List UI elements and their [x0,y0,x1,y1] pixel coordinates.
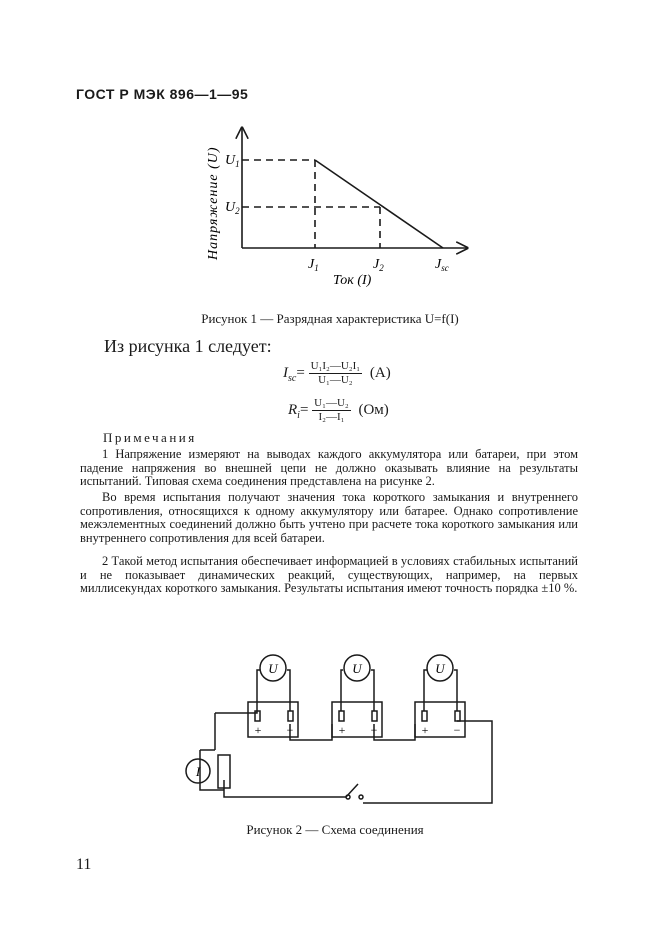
discharge-line [315,160,443,248]
battery-2-minus: − [370,723,378,737]
u2-label: $U_2$ [225,200,240,216]
u1-label: $U_1$ [225,153,240,169]
battery-2-plus: + [338,723,346,737]
isc-numerator: U₁I₂—U₂I₁ [310,360,361,372]
ri-numerator: U₁—U₂ [314,397,349,409]
isc-unit: (А) [369,364,391,381]
isc-denominator: U₁—U₂ [318,374,353,386]
figure1-graph [195,120,485,300]
note-paragraph-2: Во время испытания получают значения тока короткого замыкания и внутреннего сопротивления, относящихся к одному аккумулятору или батарее. Однако сопротивление межэлементных соединений должно быть учтено при расчете тока короткого замыкания или внутреннего сопротивления для всей батареи. [80,490,578,545]
voltmeter-1-label: U [268,661,278,676]
y-axis-label: Напряжение (U) [206,146,221,260]
figure2-circuit [180,640,500,815]
note-paragraph-1: 1 Напряжение измеряют на выводах каждого аккумулятора или батареи, при этом падение напряжения во внешней цепи не должно оказывать влияние на результаты испытаний. Типовая схема соединения представлена на рисунке 2. [80,447,578,488]
i1-label: $J_1$ [308,257,319,273]
ri-denominator: I₂—I₁ [318,411,345,423]
note-paragraph-3: 2 Такой метод испытания обеспечивает информацией в условиях стабильных испытаний и не показывает динамических реакций, существующих, например, на первых миллисекундах короткого замыкания. Результаты испытания имеют точность порядка ±10 %. [80,554,578,595]
battery-1-minus: − [286,723,294,737]
battery-1-plus: + [254,723,262,737]
isc-formula: $I_{sc}=$ $\frac{\text{U₁I₂—U₂I₁}}{\text{U₁—U₂}}$ (А) [283,360,391,386]
document-header: ГОСТ Р МЭК 896—1—95 [76,86,249,102]
figure2-caption: Рисунок 2 — Схема соединения [246,822,424,837]
page-number: 11 [76,856,92,873]
ri-formula: $R_i=$ $\frac{\text{U₁—U₂}}{\text{I₂—I₁}}$ (Ом) [288,397,389,423]
isc-label: $J_{sc}$ [435,257,449,273]
ri-unit: (Ом) [358,401,389,418]
voltmeter-2-label: U [352,661,362,676]
x-axis-label: Ток (I) [333,273,372,288]
i2-label: $J_2$ [373,257,384,273]
figure1-caption: Рисунок 1 — Разрядная характеристика U=f(I) [201,311,459,326]
voltmeter-3-label: U [435,661,445,676]
from-figure-text: Из рисунка 1 следует: [104,336,272,356]
battery-3-plus: + [421,723,429,737]
battery-3-minus: − [453,723,461,737]
notes-title: Примечания [103,430,197,445]
ammeter-label: I [195,764,201,779]
